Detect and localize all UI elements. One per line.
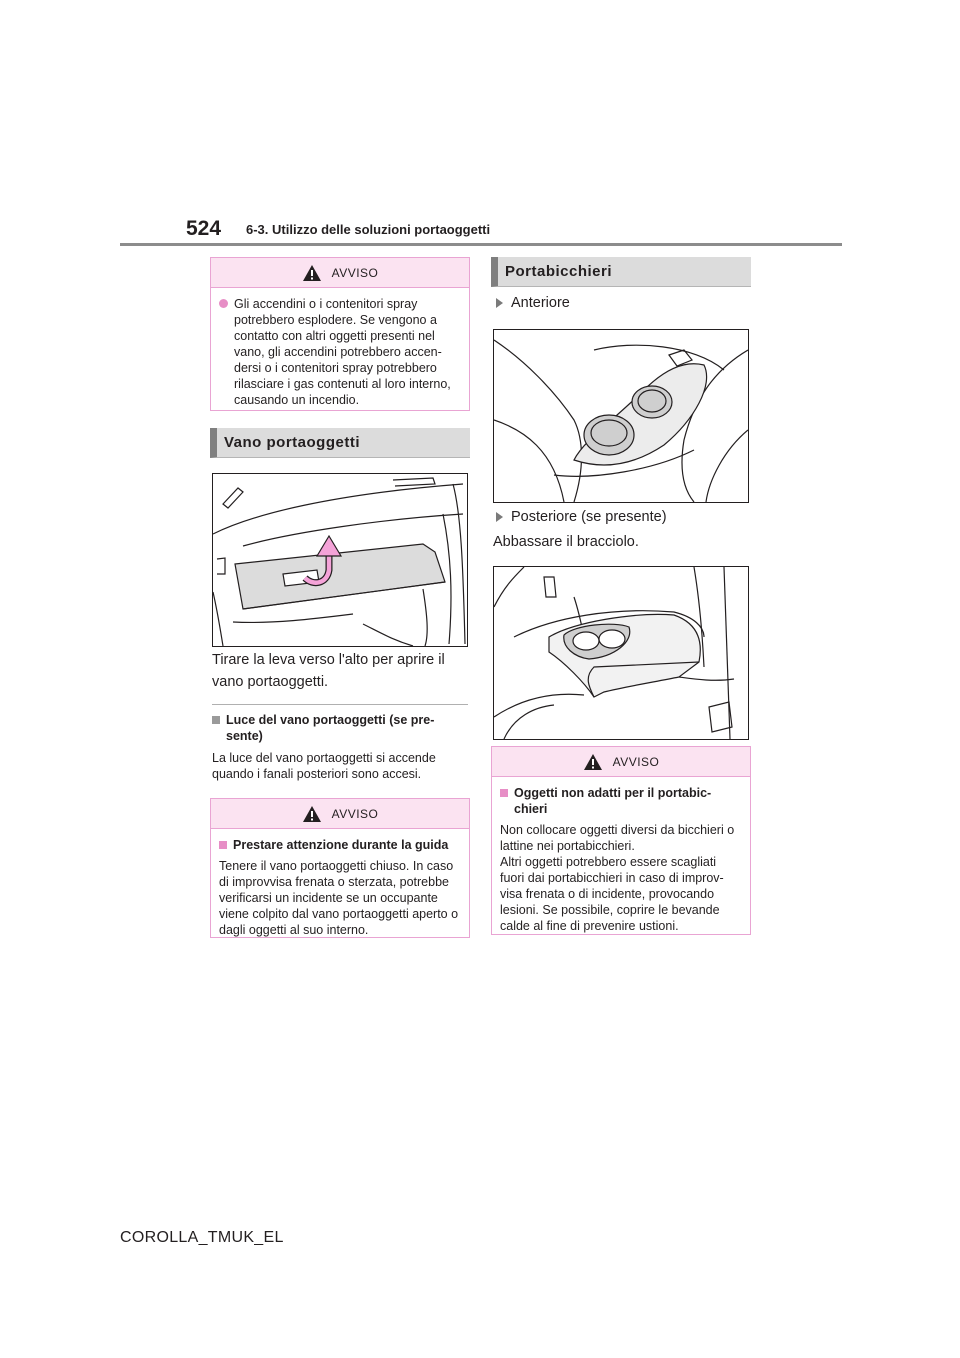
rear-label: Posteriore (se presente) <box>511 509 667 525</box>
glovebox-instruction: Tirare la leva verso l'alto per aprire il vano portaoggetti. <box>212 652 445 690</box>
warning-triangle-icon <box>302 264 322 282</box>
warning-box-driving <box>210 798 470 938</box>
warning-header <box>211 258 469 288</box>
warning-text-2: Altri oggetti potrebbero essere scagliati fuori dai portabicchieri in caso di improv-visa frenata o di incidente, provocando lesioni. Se possibile, coprire le bevande calde al fine di prevenire ustioni. <box>500 855 724 933</box>
warning-triangle-icon <box>302 805 322 823</box>
header-rule <box>120 243 842 246</box>
warning-box-cupholders <box>491 746 751 935</box>
section-heading-glovebox: Vano portaoggetti <box>210 428 470 458</box>
glovebox-light-title: Luce del vano portaoggetti (se pre-sente) <box>226 713 435 743</box>
pointer-triangle-icon <box>496 298 503 308</box>
warning-text-1: Non collocare oggetti diversi da bicchieri o lattine nei portabicchieri. <box>500 823 735 853</box>
warning-title: Prestare attenzione durante la guida <box>233 838 449 852</box>
bullet-square <box>500 789 508 797</box>
warning-label: AVVISO <box>612 754 660 769</box>
glovebox-illustration <box>212 473 468 647</box>
warning-header <box>492 747 750 777</box>
bullet-square <box>219 841 227 849</box>
warning-text: Gli accendini o i contenitori spray potrebbero esplodere. Se vengono a contatto con altri oggetti presenti nel vano, gli accendini potrebbero accen-dersi o i contenitori spray potrebbero rilasciare i gas contenuti al loro interno, causando un incendio. <box>234 297 451 407</box>
section-heading-cupholders: Portabicchieri <box>491 257 751 287</box>
warning-text: Tenere il vano portaoggetti chiuso. In caso di improvvisa frenata o sterzata, potrebbe verificarsi un incidente se un occupante viene colpito dal vano portaoggetti aperto o dagli oggetti al suo interno. <box>219 859 459 937</box>
bullet-square <box>212 716 220 724</box>
rear-cupholder-illustration <box>493 566 749 740</box>
rear-label-row <box>496 509 667 525</box>
warning-title: Oggetti non adatti per il portabic-chieri <box>514 786 712 816</box>
divider <box>212 704 468 705</box>
warning-header <box>211 799 469 829</box>
section-title: 6-3. Utilizzo delle soluzioni portaoggetti <box>246 222 491 237</box>
document-code: COROLLA_TMUK_EL <box>120 1229 284 1246</box>
front-label-row <box>496 295 570 311</box>
glovebox-light-block <box>212 712 468 782</box>
page-number: 524 <box>186 217 222 240</box>
warning-triangle-icon <box>583 753 603 771</box>
rear-instruction: Abbassare il bracciolo. <box>493 534 639 550</box>
pointer-triangle-icon <box>496 512 503 522</box>
warning-box-lighters <box>210 257 470 411</box>
front-label: Anteriore <box>511 295 570 311</box>
bullet-dot <box>219 299 228 308</box>
warning-label: AVVISO <box>331 265 379 280</box>
glovebox-light-text: La luce del vano portaoggetti si accende quando i fanali posteriori sono accesi. <box>212 751 436 781</box>
warning-label: AVVISO <box>331 806 379 821</box>
front-cupholder-illustration <box>493 329 749 503</box>
